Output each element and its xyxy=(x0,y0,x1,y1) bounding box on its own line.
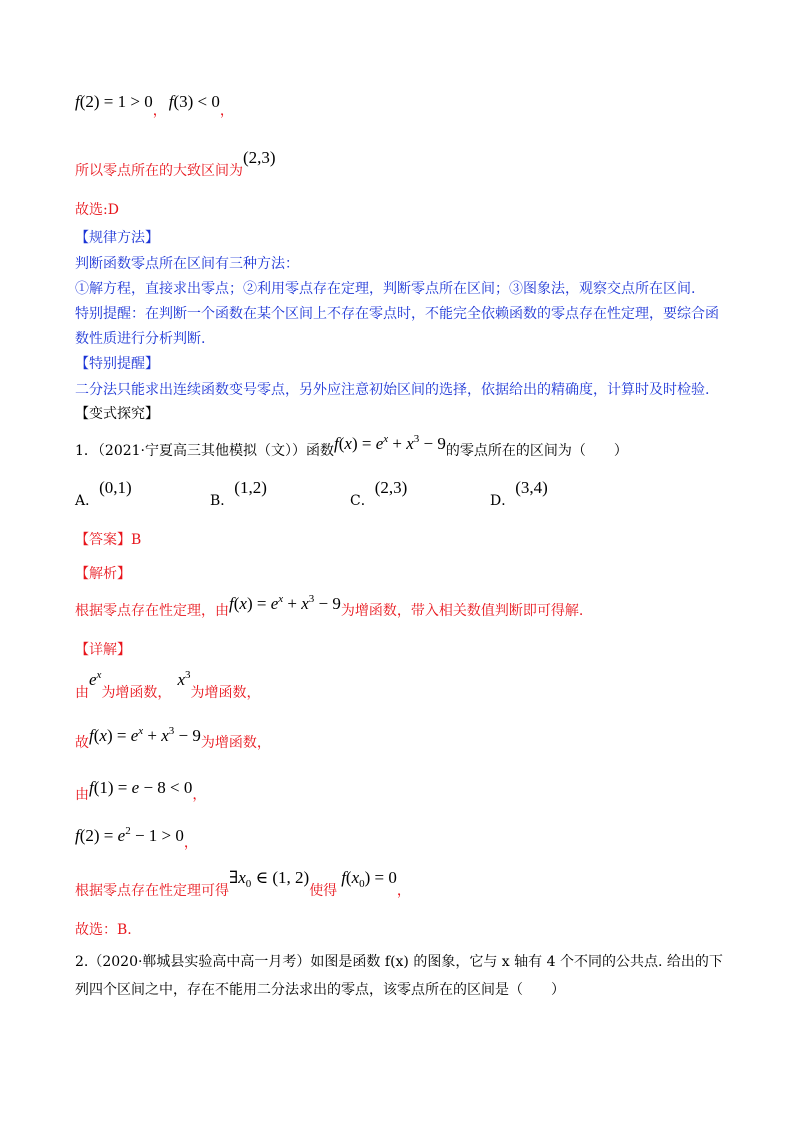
math-f2-e: $f(2) = e^2 - 1 > 0$ xyxy=(75,825,184,845)
option-b: B．(1,2) xyxy=(210,478,267,509)
option-c: C．(2,3) xyxy=(350,478,408,509)
function-expression: $f(x) = e^x + x^3 - 9$ xyxy=(334,433,446,453)
analysis-line: 根据零点存在性定理，由$f(x) = e^x + x^3 - 9$为增函数，带入相关数值判断即可得解. xyxy=(75,593,584,619)
math-ex: $e^x$ xyxy=(89,669,102,689)
interval-text: 所以零点所在的大致区间为 xyxy=(75,163,243,179)
question-1-suffix: 的零点所在的区间为（ ） xyxy=(445,443,628,459)
analysis-function: $f(x) = e^x + x^3 - 9$ xyxy=(229,593,341,613)
math-f3: f(3) < 0 xyxy=(168,92,220,111)
option-a: A．(0,1) xyxy=(75,478,132,509)
detail-line-4: $f(2) = e^2 - 1 > 0$， xyxy=(75,825,198,851)
option-d-value: (3,4) xyxy=(515,478,548,497)
interval-math: (2,3) xyxy=(243,148,276,167)
question-2-line-2: 列四个区间之中，存在不能用二分法求出的零点，该零点所在的区间是（ ） xyxy=(75,982,565,998)
answer-value: B xyxy=(131,532,142,548)
method-line-3: 特别提醒：在判断一个函数在某个区间上不存在零点时，不能完全依赖函数的零点存在性定理，要综合函 xyxy=(75,306,719,322)
option-a-value: (0,1) xyxy=(99,478,132,497)
method-line-1: 判断函数零点所在区间有三种方法： xyxy=(75,256,299,272)
detail-line-3: 由f(1) = e − 8 < 0， xyxy=(75,778,207,803)
option-d: D．(3,4) xyxy=(490,478,548,509)
question-2-line-1: 2.（2020·郸城县实验高中高一月考）如图是函数 f(x) 的图象，它与 x 轴有 4 个不同的公共点. 给出的下 xyxy=(75,954,723,970)
detail-line-5: 根据零点存在性定理可得$\exists x_0$ ∈ (1, 2)使得$f(x_0) = 0$， xyxy=(75,868,411,899)
interval-line xyxy=(75,148,276,181)
detail-line-2: 故$f(x) = e^x + x^3 - 9$为增函数， xyxy=(75,725,271,751)
analysis-heading: 【解析】 xyxy=(75,566,131,582)
variant-heading: 【变式探究】 xyxy=(75,406,159,422)
question-1-prefix: 1．（2021·宁夏高三其他模拟（文））函数 xyxy=(75,443,334,459)
comma: ， xyxy=(219,103,234,119)
option-c-value: (2,3) xyxy=(374,478,408,497)
option-b-value: (1,2) xyxy=(234,478,267,497)
math-f2: f(2) = 1 > 0 xyxy=(75,92,153,111)
remind-line-1: 二分法只能求出连续函数变号零点，另外应注意初始区间的选择，依据给出的精确度，计算时及时检验. xyxy=(75,382,710,398)
answer xyxy=(75,530,141,550)
answer-heading: 【答案】 xyxy=(75,532,131,548)
remind-heading: 【特别提醒】 xyxy=(75,356,159,372)
detail-line-1: 由$e^x$为增函数，$x^3$为增函数， xyxy=(75,669,261,701)
method-heading: 【规律方法】 xyxy=(75,230,159,246)
method-line-4: 数性质进行分析判断. xyxy=(75,331,206,347)
top-inequalities xyxy=(75,92,234,119)
math-f1: f(1) = e − 8 < 0 xyxy=(89,778,193,797)
math-fx0: $f(x_0) = 0$ xyxy=(341,868,397,890)
choice-d: 故选:D xyxy=(75,202,119,218)
choice-b: 故选：B. xyxy=(75,922,132,938)
method-line-2: ①解方程，直接求出零点；②利用零点存在定理，判断零点所在区间；③图象法，观察交点所在区间. xyxy=(75,281,696,297)
detail-heading: 【详解】 xyxy=(75,642,131,658)
comma: ， xyxy=(152,103,167,119)
math-exists-x0: $\exists x_0$ ∈ (1, 2) xyxy=(229,868,310,890)
math-x3: $x^3$ xyxy=(177,669,191,689)
question-1 xyxy=(75,433,628,462)
detail-function: $f(x) = e^x + x^3 - 9$ xyxy=(89,725,201,745)
